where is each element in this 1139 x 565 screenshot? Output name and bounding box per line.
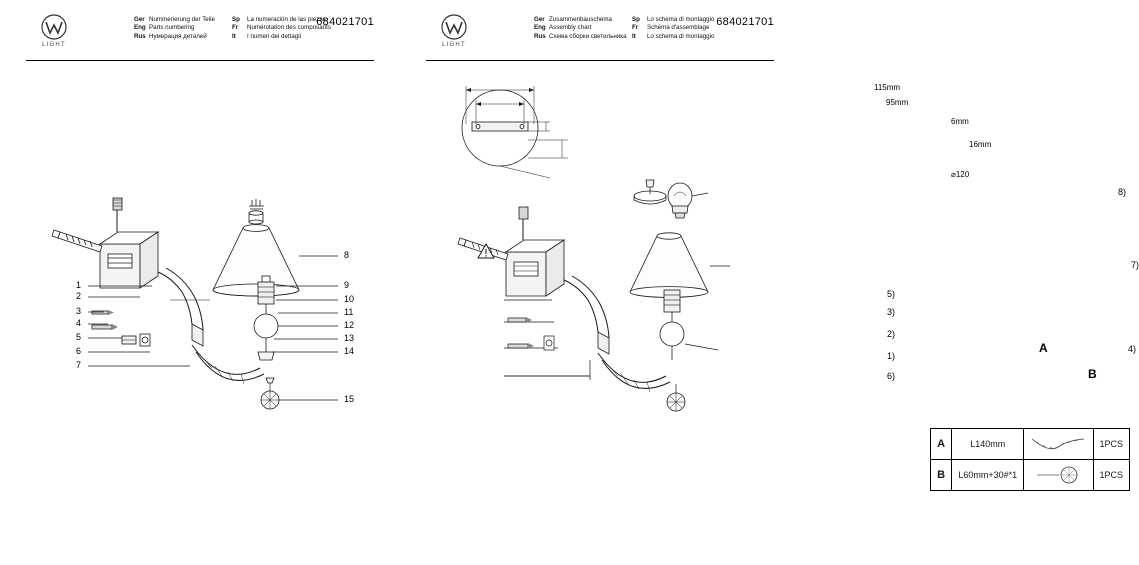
- step-1: 1): [887, 351, 896, 361]
- wall-bracket-illustration: [52, 198, 158, 288]
- lang-text-fr-2: Schéma d'assemblage: [647, 24, 710, 32]
- step-5: 5): [887, 289, 896, 299]
- brand-logo-text: LIGHT: [42, 42, 66, 48]
- lang-code-sp-2: Sp: [632, 16, 640, 23]
- callout-11: 11: [344, 307, 354, 317]
- callout-8: 8: [344, 250, 350, 260]
- lang-code-it: It: [232, 32, 236, 40]
- assembly-marker-a: A: [1039, 341, 1048, 355]
- lang-code-rus: Rus: [134, 32, 146, 40]
- dim-thickness-small: 6mm: [951, 117, 969, 126]
- assembly-diagram: [400, 0, 800, 565]
- callout-4: 4: [76, 318, 82, 328]
- socket-illustration-right: [660, 290, 718, 411]
- lang-text-eng: Parts numbering: [149, 24, 195, 32]
- document-code-left: 684021701: [316, 16, 374, 28]
- lampshade-illustration: [213, 199, 299, 296]
- callout-12: 12: [344, 320, 355, 330]
- socket-illustration: [254, 276, 279, 409]
- document-code-right: 684021701: [716, 16, 774, 28]
- callout-6: 6: [76, 346, 82, 356]
- lang-text-ger: Nummerierung der Teile: [149, 16, 215, 23]
- table-row: [931, 429, 1130, 460]
- part-desc-b: L60mm+30#*1: [952, 460, 1024, 491]
- lang-text-sp: La numeración de las piezas: [247, 16, 326, 23]
- callout-14: 14: [344, 346, 355, 356]
- dim-diameter: ⌀120: [951, 170, 970, 179]
- callout-3: 3: [76, 306, 82, 316]
- step-3: 3): [887, 307, 896, 317]
- step-4: 4): [1128, 344, 1137, 354]
- right-panel: [400, 0, 1139, 565]
- lang-code-eng-2: Eng: [534, 24, 546, 32]
- lang-text-ger-2: Zusammenbauschema: [549, 16, 612, 23]
- step-2: 2): [887, 329, 896, 339]
- assembly-marker-b: B: [1088, 367, 1097, 381]
- lang-text-rus: Нумерация деталей: [149, 32, 207, 40]
- part-image-b: [1024, 460, 1093, 491]
- lang-code-it-2: It: [632, 32, 636, 40]
- mounting-plate-detail: [462, 86, 568, 178]
- lang-code-ger-2: Ger: [534, 16, 545, 23]
- step-6: 6): [887, 371, 896, 381]
- wall-bracket-illustration-right: [458, 207, 564, 296]
- parts-diagram: [0, 0, 400, 565]
- lang-text-sp-2: Lo schema di montaggio: [647, 16, 715, 23]
- dim-width-outer: 115mm: [874, 83, 901, 92]
- crystal-ball-icon: [1029, 465, 1087, 485]
- lampshade-illustration-right: [630, 233, 730, 298]
- part-image-a: [1024, 429, 1093, 460]
- part-qty-a: 1PCS: [1093, 429, 1129, 460]
- part-desc-a: L140mm: [952, 429, 1024, 460]
- hardware-parts-illustration: [92, 310, 150, 346]
- lang-text-rus-2: Схема сборки светильника: [549, 32, 627, 40]
- callout-1: 1: [76, 280, 82, 290]
- bulb-illustration: [634, 180, 708, 218]
- table-row: [931, 460, 1130, 491]
- part-key-b: B: [931, 460, 952, 491]
- callout-9: 9: [344, 280, 350, 290]
- lang-text-it-2: Lo schema di montaggio: [647, 32, 715, 40]
- lang-code-sp: Sp: [232, 16, 240, 23]
- lang-code-ger: Ger: [134, 16, 145, 23]
- callout-2: 2: [76, 291, 82, 301]
- lang-text-it: I numeri dei dettagli: [247, 32, 301, 40]
- dim-thickness-large: 16mm: [969, 140, 992, 149]
- lang-code-fr-2: Fr: [632, 24, 639, 32]
- step-7: 7): [1131, 260, 1139, 270]
- dim-width-inner: 95mm: [886, 98, 909, 107]
- step-8: 8): [1118, 187, 1127, 197]
- callout-10: 10: [344, 294, 355, 304]
- callout-7: 7: [76, 360, 82, 370]
- lang-text-eng-2: Assembly chart: [549, 24, 592, 32]
- callout-13: 13: [344, 333, 355, 343]
- brand-logo-text-right: LIGHT: [442, 42, 466, 48]
- callout-15: 15: [344, 394, 355, 404]
- parts-table: [930, 428, 1130, 491]
- lang-code-fr: Fr: [232, 24, 239, 32]
- lang-code-eng: Eng: [134, 24, 146, 32]
- callout-5: 5: [76, 332, 82, 342]
- left-panel: [0, 0, 400, 565]
- part-key-a: A: [931, 429, 952, 460]
- chain-strand-icon: [1029, 435, 1087, 453]
- step-leader-lines: [504, 300, 590, 380]
- part-qty-b: 1PCS: [1093, 460, 1129, 491]
- lang-text-fr: Numérotation des composants: [247, 24, 331, 32]
- lang-code-rus-2: Rus: [534, 32, 546, 40]
